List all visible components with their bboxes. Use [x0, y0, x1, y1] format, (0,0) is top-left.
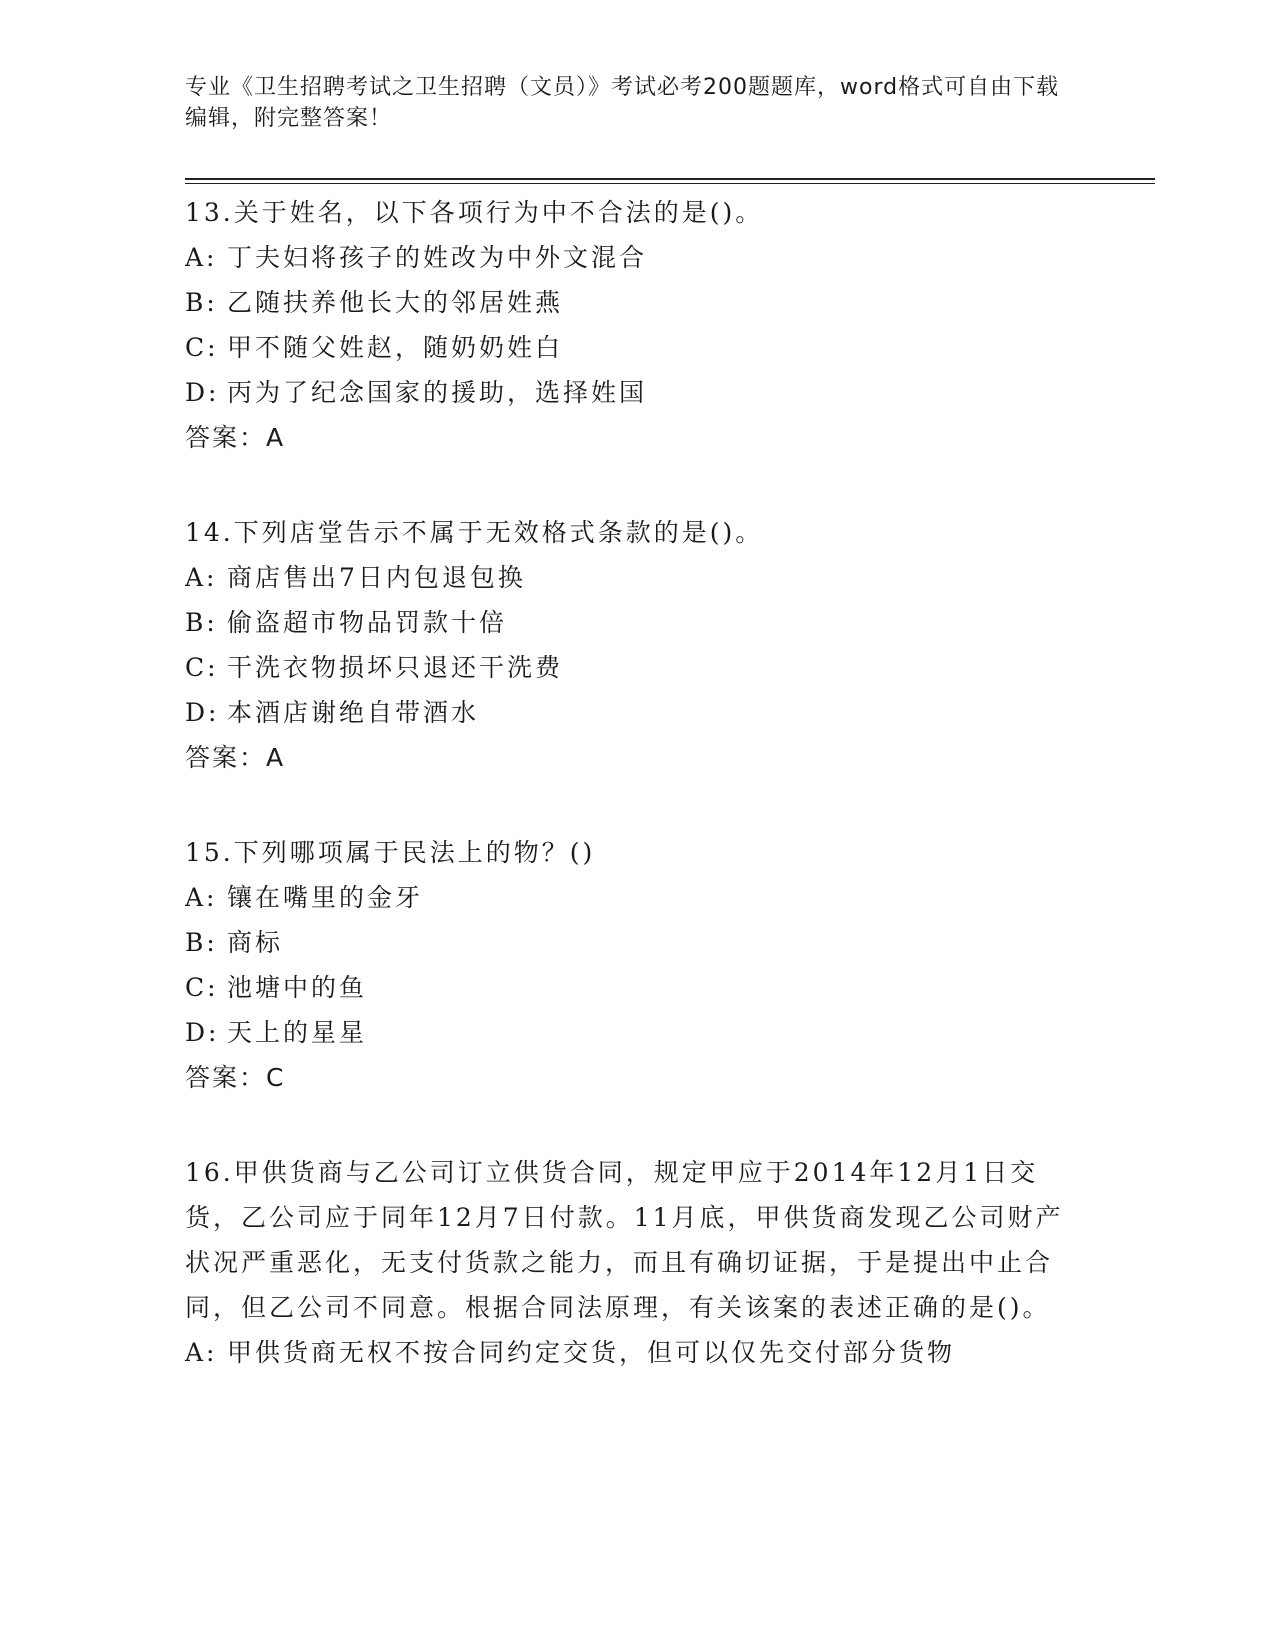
option-b: [185, 920, 1085, 965]
option-a: [185, 875, 1085, 920]
question-stem: 16.甲供货商与乙公司订立供货合同，规定甲应于2014年12月1日交货，乙公司应于同年12月7日付款。11月底，甲供货商发现乙公司财产状况严重恶化，无支付货款之能力，而且有确切证据，于是提出中止合同，但乙公司不同意。根据合同法原理，有关该案的表述正确的是()。: [185, 1158, 1064, 1322]
option-text: 甲不随父姓赵，随奶奶姓白: [227, 333, 564, 362]
option-letter: D:: [185, 698, 220, 727]
question-16: [185, 1150, 1085, 1375]
question-15: [185, 830, 1085, 1100]
header-divider: [185, 178, 1155, 184]
option-a: [185, 235, 1085, 280]
answer-label: 答案：A: [185, 423, 286, 452]
option-letter: B:: [185, 928, 218, 957]
option-b: [185, 600, 1085, 645]
option-a: [185, 555, 1085, 600]
option-letter: A:: [185, 563, 218, 592]
option-b: [185, 280, 1085, 325]
option-text: 商标: [227, 928, 284, 957]
option-d: [185, 1010, 1085, 1055]
option-letter: A:: [185, 883, 218, 912]
option-text: 干洗衣物损坏只退还干洗费: [227, 653, 564, 682]
option-letter: D:: [185, 1018, 220, 1047]
option-text: 甲供货商无权不按合同约定交货，但可以仅先交付部分货物: [227, 1338, 956, 1367]
option-text: 本酒店谢绝自带酒水: [227, 698, 480, 727]
page-header: [185, 72, 1065, 134]
option-d: [185, 690, 1085, 735]
option-d: [185, 370, 1085, 415]
option-text: 商店售出7日内包退包换: [227, 563, 526, 592]
option-c: [185, 645, 1085, 690]
option-text: 天上的星星: [227, 1018, 368, 1047]
header-text: 专业《卫生招聘考试之卫生招聘（文员）》考试必考200题题库，word格式可自由下载编辑，附完整答案！: [185, 75, 1060, 131]
answer-label: 答案：A: [185, 743, 286, 772]
option-text: 偷盗超市物品罚款十倍: [227, 608, 508, 637]
question-14: [185, 510, 1085, 780]
answer-label: 答案：C: [185, 1063, 286, 1092]
option-letter: A:: [185, 243, 218, 272]
option-text: 乙随扶养他长大的邻居姓燕: [227, 288, 564, 317]
option-letter: B:: [185, 288, 218, 317]
option-a: [185, 1330, 1085, 1375]
option-letter: D:: [185, 378, 220, 407]
option-c: [185, 325, 1085, 370]
option-c: [185, 965, 1085, 1010]
question-list: [185, 190, 1085, 1425]
option-text: 池塘中的鱼: [227, 973, 368, 1002]
option-letter: C:: [185, 653, 219, 682]
option-letter: A:: [185, 1338, 218, 1367]
option-letter: B:: [185, 608, 218, 637]
question-stem: 14.下列店堂告示不属于无效格式条款的是()。: [185, 518, 764, 547]
option-letter: C:: [185, 333, 219, 362]
option-text: 丙为了纪念国家的援助，选择姓国: [227, 378, 648, 407]
option-text: 镶在嘴里的金牙: [227, 883, 424, 912]
question-stem: 13.关于姓名，以下各项行为中不合法的是()。: [185, 198, 764, 227]
option-text: 丁夫妇将孩子的姓改为中外文混合: [227, 243, 648, 272]
question-13: [185, 190, 1085, 460]
question-stem: 15.下列哪项属于民法上的物？(): [185, 838, 596, 867]
option-letter: C:: [185, 973, 219, 1002]
